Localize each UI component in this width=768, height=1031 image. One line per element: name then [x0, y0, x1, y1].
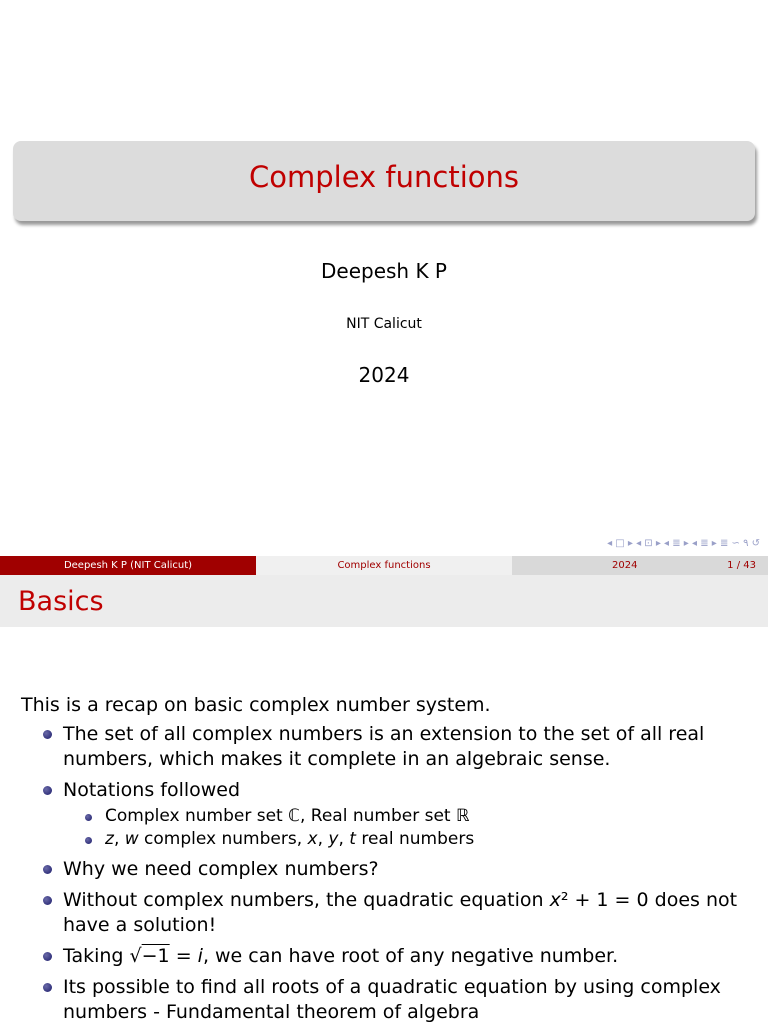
intro-text: This is a recap on basic complex number system. [21, 694, 491, 716]
bullet-icon [43, 786, 52, 795]
frame-title-bar [0, 575, 768, 627]
slide-content [21, 693, 761, 1031]
list-item: Why we need complex numbers? [21, 857, 761, 882]
footer-author: Deepesh K P (NIT Calicut) [0, 556, 256, 575]
footer-date: 2024 [612, 560, 638, 571]
bullet-icon [43, 952, 52, 961]
frame-title: Basics [18, 586, 104, 617]
slide-footer [0, 556, 768, 575]
footer-date-page [512, 556, 768, 575]
beamer-navigation-icons[interactable]: ◂ □ ▸ ◂ ⊡ ▸ ◂ ≣ ▸ ◂ ≣ ▸ ≣ ∽ ۹ ↺ [607, 538, 760, 549]
list-item: Without complex numbers, the quadratic equation x² + 1 = 0 does not have a solution! [21, 888, 761, 938]
bullet-icon [43, 896, 52, 905]
list-item: Taking √−1 = i, we can have root of any negative number. [21, 944, 761, 969]
bullet-icon [43, 730, 52, 739]
footer-title: Complex functions [256, 556, 512, 575]
bullet-icon [43, 865, 52, 874]
list-item: z, w complex numbers, x, y, t real numbers [63, 828, 761, 851]
footer-page-number: 1 / 43 [727, 560, 756, 571]
list-item: Complex number set ℂ, Real number set ℝ [63, 805, 761, 828]
list-item: Its possible to find all roots of a quadratic equation by using complex numbers - Fundamental theorem of algebra [21, 975, 761, 1025]
institute-name: NIT Calicut [346, 316, 422, 332]
slide-title: Complex functions [249, 160, 519, 194]
bullet-icon [43, 983, 52, 992]
bullet-list [21, 722, 761, 1025]
sub-bullet-list [63, 805, 761, 851]
list-item: The set of all complex numbers is an extension to the set of all real numbers, which makes it complete in an algebraic sense. [21, 722, 761, 772]
list-item: Notations followed Complex number set ℂ, Real number set ℝ z, w complex numbers, x, y, t real numbers [21, 778, 761, 851]
author-name: Deepesh K P [321, 259, 447, 283]
bullet-icon [85, 814, 92, 821]
presentation-date: 2024 [358, 363, 410, 387]
bullet-icon [85, 837, 92, 844]
